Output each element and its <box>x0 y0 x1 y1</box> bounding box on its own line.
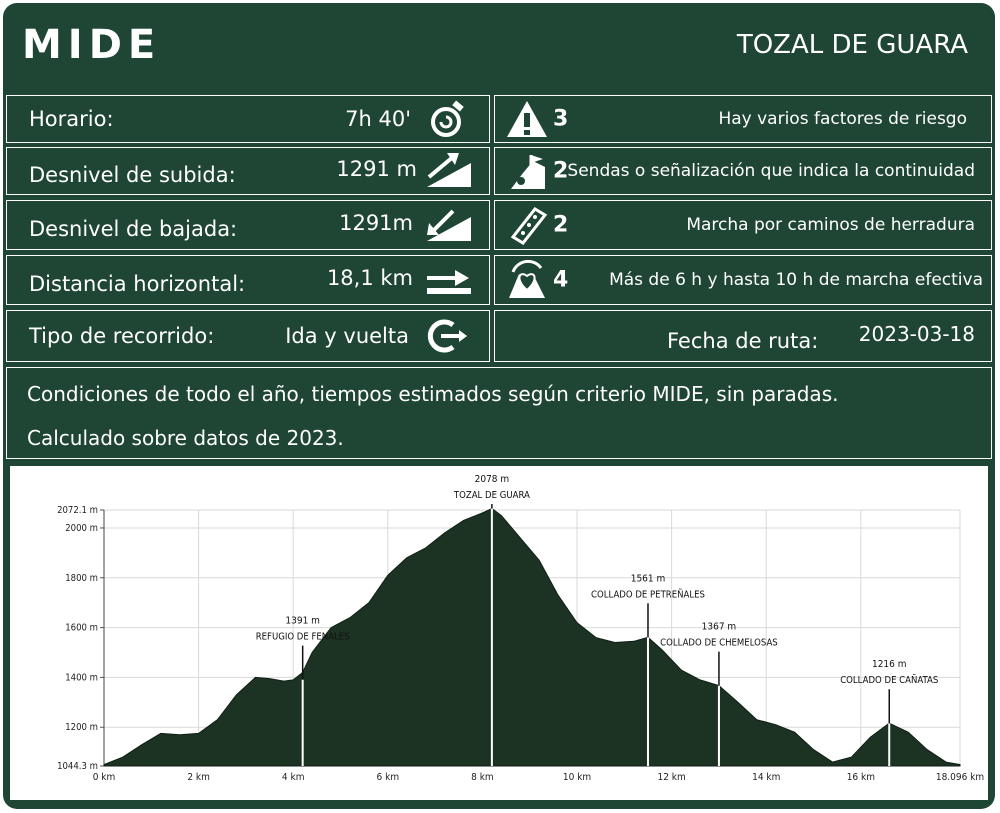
row-distancia <box>6 255 490 305</box>
annotation-label: COLLADO DE CHEMELOSAS <box>660 637 778 649</box>
descent-icon <box>423 205 475 245</box>
row-desnivel-subida <box>6 147 490 195</box>
y-tick-label: 2072.1 m <box>57 505 98 516</box>
terreno-number: 2 <box>553 212 569 238</box>
recorrido-value: Ida y vuelta <box>285 324 409 348</box>
note-line-2: Calculado sobre datos de 2023. <box>27 426 344 450</box>
stopwatch-icon <box>425 99 471 139</box>
recorrido-label: Tipo de recorrido: <box>29 324 215 348</box>
y-tick-label: 1400 m <box>65 672 98 684</box>
y-tick-label: 2000 m <box>65 522 98 534</box>
y-tick-label: 1600 m <box>65 622 98 634</box>
row-orientacion <box>494 147 992 195</box>
x-tick-label: 16 km <box>846 772 875 783</box>
x-tick-label: 2 km <box>187 772 210 783</box>
y-tick-label: 1800 m <box>65 572 98 584</box>
x-tick-label: 18.096 km <box>935 772 985 783</box>
note-line-1: Condiciones de todo el año, tiempos estimados según criterio MIDE, sin paradas. <box>27 382 839 406</box>
y-tick-label: 1200 m <box>65 722 98 734</box>
orientacion-number: 2 <box>553 158 569 184</box>
row-terreno <box>494 200 992 250</box>
orientation-icon <box>505 151 549 191</box>
x-tick-label: 6 km <box>376 772 400 783</box>
subida-value: 1291 m <box>336 156 417 181</box>
annotation-label: TOZAL DE GUARA <box>453 490 530 501</box>
esfuerzo-number: 4 <box>553 267 569 293</box>
annotation-label: COLLADO DE PETREÑALES <box>591 589 705 601</box>
distance-icon <box>423 260 475 300</box>
terreno-text: Marcha por caminos de herradura <box>686 215 975 235</box>
conditions-note <box>6 367 992 459</box>
x-tick-label: 8 km <box>471 772 494 783</box>
annotation-value: 1391 m <box>285 615 320 627</box>
x-tick-label: 14 km <box>752 772 781 783</box>
row-fecha <box>494 310 992 362</box>
distancia-label: Distancia horizontal: <box>29 271 246 296</box>
terrain-icon <box>505 205 549 245</box>
annotation-value: 2078 m <box>474 474 510 485</box>
warning-icon <box>505 99 549 139</box>
horario-label: Horario: <box>29 107 114 131</box>
ascent-icon <box>423 151 475 191</box>
row-tipo-recorrido <box>6 310 490 362</box>
x-tick-label: 10 km <box>562 772 592 783</box>
fecha-value: 2023-03-18 <box>858 321 975 346</box>
annotation-value: 1367 m <box>701 621 737 633</box>
annotation-value: 1561 m <box>630 573 666 585</box>
subida-label: Desnivel de subida: <box>29 162 236 187</box>
riesgo-text: Hay varios factores de riesgo <box>718 109 967 129</box>
x-tick-label: 4 km <box>281 772 305 783</box>
annotation-label: COLLADO DE CAÑATAS <box>840 675 939 687</box>
distancia-value: 18,1 km <box>326 265 413 290</box>
orientacion-text: Sendas o señalización que indica la continuidad <box>567 161 975 181</box>
esfuerzo-text: Más de 6 h y hasta 10 h de marcha efectiva <box>609 270 983 290</box>
bajada-label: Desnivel de bajada: <box>29 216 238 241</box>
annotation-value: 1216 m <box>871 659 907 671</box>
route-title: TOZAL DE GUARA <box>736 30 968 60</box>
x-tick-label: 0 km <box>92 772 116 783</box>
row-riesgo <box>494 95 992 143</box>
bajada-value: 1291m <box>339 210 413 235</box>
row-esfuerzo <box>494 255 992 305</box>
effort-icon <box>505 260 549 300</box>
riesgo-number: 3 <box>553 106 569 132</box>
row-desnivel-bajada <box>6 200 490 250</box>
annotation-label: REFUGIO DE FENALES <box>255 631 350 643</box>
fecha-label: Fecha de ruta: <box>667 329 819 353</box>
x-tick-label: 12 km <box>657 772 686 783</box>
elevation-profile-svg <box>10 466 988 800</box>
mide-logo: MIDE <box>22 22 162 68</box>
y-tick-label: 1044.3 m <box>57 761 98 772</box>
horario-value: 7h 40' <box>345 107 411 131</box>
elevation-profile-chart <box>10 466 988 800</box>
round-trip-icon <box>423 316 469 356</box>
row-horario <box>6 95 490 143</box>
